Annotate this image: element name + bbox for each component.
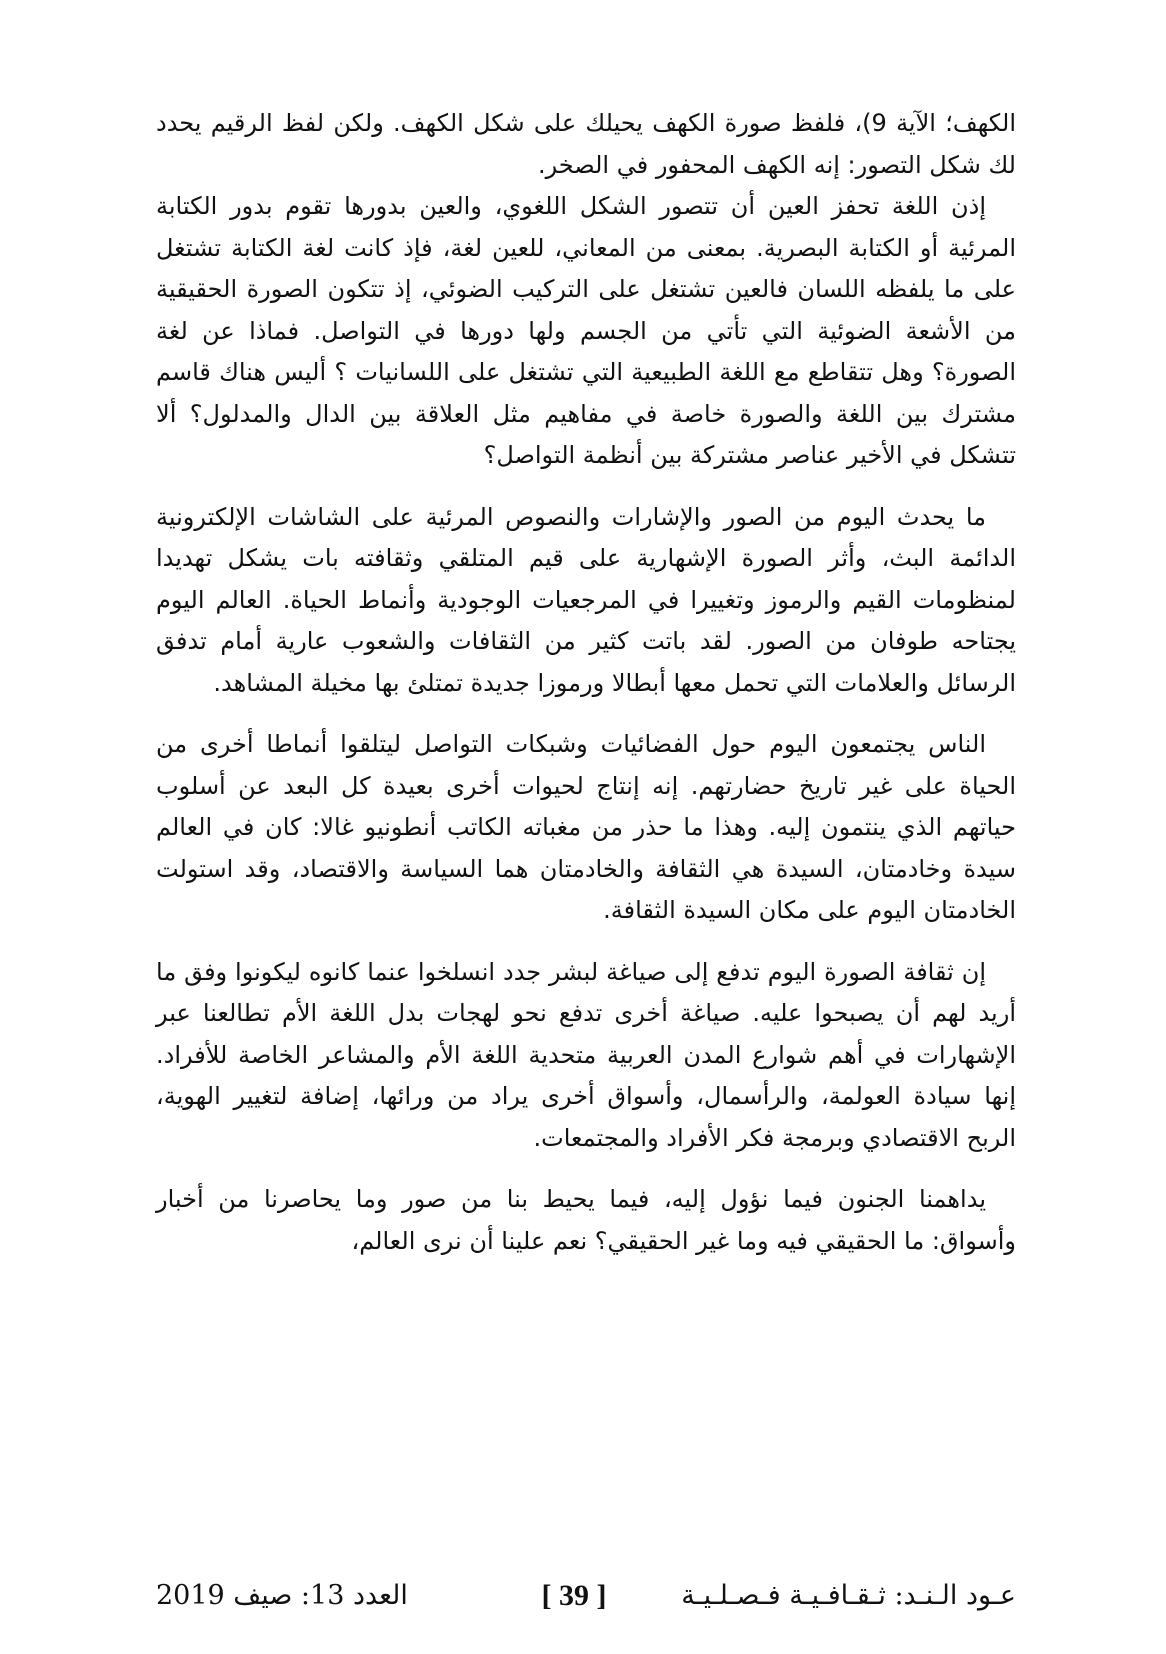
paragraph-1: الكهف؛ الآية 9)، فلفظ صورة الكهف يحيلك على شكل الكهف. ولكن لفظ الرقيم يحدد لك شكل التصور: إنه الكهف المحفور في الصخر.	[156, 109, 1016, 179]
paragraph-4: الناس يجتمعون اليوم حول الفضائيات وشبكات التواصل ليتلقوا أنماطا أخرى من الحياة على غير تاريخ حضارتهم. إنه إنتاج لحيوات أخرى بعيدة كل البعد عن أسلوب حياتهم الذي ينتمون إليه. وهذا ما حذر من مغباته الكاتب أنطونيو غالا: كان في العالم سيدة وخادمتان، السيدة هي الثقافة والخادمتان هما السياسة والاقتصاد، وقد استولت الخادمتان اليوم على مكان السيدة الثقافة.	[156, 730, 1016, 924]
page-number: [ 39 ]	[541, 1579, 607, 1612]
paragraph-2: إذن اللغة تحفز العين أن تتصور الشكل اللغوي، والعين بدورها تقوم بدور الكتابة المرئية أو الكتابة البصرية. بمعنى من المعاني، للعين لغة، فإذ كانت لغة الكتابة تشتغل على ما يلفظه اللسان فالعين تشتغل على التركيب الضوئي، إذ تتكون الصورة الحقيقية من الأشعة الضوئية التي تأتي من الجسم ولها دورها في التواصل. فماذا عن لغة الصورة؟ وهل تتقاطع مع اللغة الطبيعية التي تشتغل على اللسانيات ؟ أليس هناك قاسم مشترك بين اللغة والصورة خاصة في مفاهيم مثل العلاقة بين الدال والمدلول؟ ألا تتشكل في الأخير عناصر مشتركة بين أنظمة التواصل؟	[156, 192, 1016, 469]
page-footer	[156, 1574, 1016, 1618]
issue-info: العدد 13: صيف 2019	[156, 1580, 408, 1611]
journal-title: عـود الـنـد: ثـقـافـيـة فـصـلـيـة	[681, 1580, 1016, 1611]
paragraph-3: ما يحدث اليوم من الصور والإشارات والنصوص المرئية على الشاشات الإلكترونية الدائمة البث، وأثر الصورة الإشهارية على قيم المتلقي وثقافته بات يشكل تهديدا لمنظومات القيم والرموز وتغييرا في المرجعيات الوجودية وأنماط الحياة. العالم اليوم يجتاحه طوفان من الصور. لقد باتت كثير من الثقافات والشعوب عارية أمام تدفق الرسائل والعلامات التي تحمل معها أبطالا ورموزا جديدة تمتلئ بها مخيلة المشاهد.	[156, 502, 1016, 697]
article-body	[156, 103, 1016, 1262]
paragraph-6: يداهمنا الجنون فيما نؤول إليه، فيما يحيط بنا من صور وما يحاصرنا من أخبار وأسواق: ما الحقيقي فيه وما غير الحقيقي؟ نعم علينا أن نرى العالم،	[156, 1185, 1016, 1255]
paragraph-5: إن ثقافة الصورة اليوم تدفع إلى صياغة لبشر جدد انسلخوا عنما كانوه ليكونوا وفق ما أريد لهم أن يصبحوا عليه. صياغة أخرى تدفع نحو لهجات بدل اللغة الأم تطالعنا عبر الإشهارات في أهم شوارع المدن العربية متحدية اللغة الأم والمشاعر الخاصة للأفراد. إنها سيادة العولمة، والرأسمال، وأسواق أخرى يراد من ورائها، إضافة لتغيير الهوية، الربح الاقتصادي وبرمجة فكر الأفراد والمجتمعات.	[156, 957, 1016, 1152]
